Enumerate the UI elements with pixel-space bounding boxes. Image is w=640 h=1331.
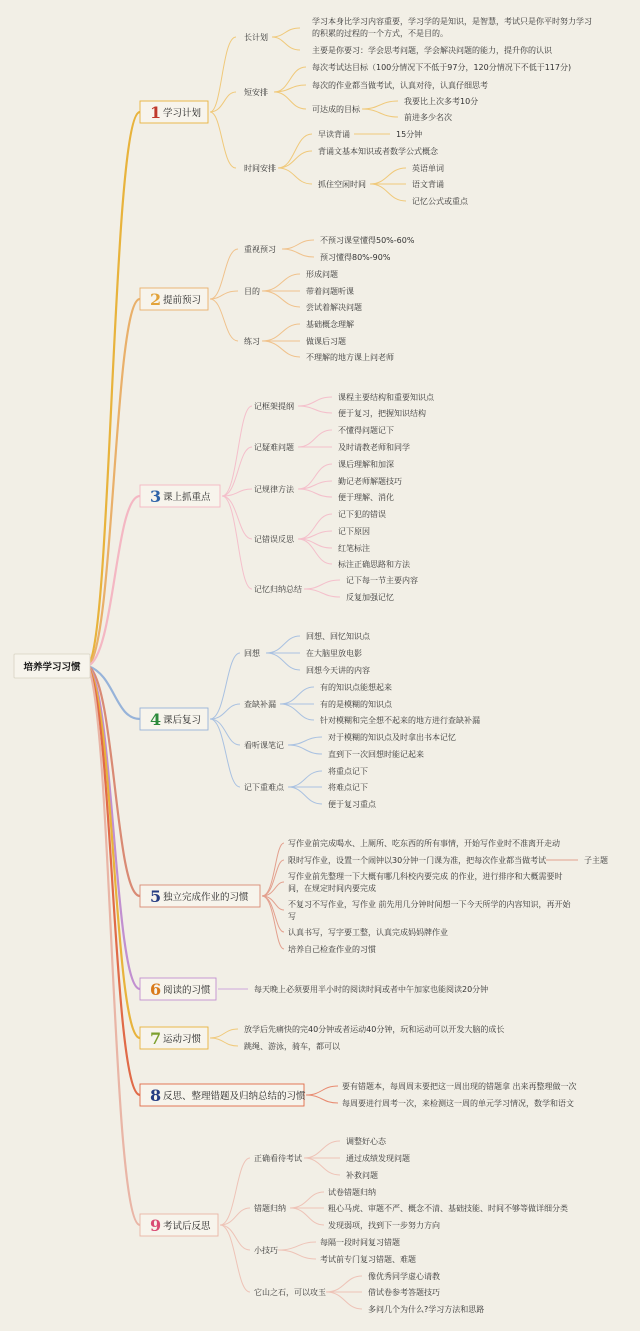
s1-long-plan-line1: 学习本身比学习内容重要，学习学的是知识，是智慧，考试只是你平时努力学习 xyxy=(312,17,592,26)
s9-line11: 多问几个为什么?学习方法和思路 xyxy=(368,1305,485,1314)
section-4-number: 4 xyxy=(150,710,162,729)
section-4 xyxy=(210,636,322,804)
s1-recite: 背诵文基本知识或者数学公式概念 xyxy=(318,147,438,156)
s1-goal-a: 我要比上次多考10分 xyxy=(404,97,479,106)
s3-line9: 记下原因 xyxy=(338,527,370,536)
section-6-number: 6 xyxy=(150,980,162,999)
s3-line3: 不懂得问题记下 xyxy=(338,426,394,435)
root-label: 培养学习习惯 xyxy=(23,662,81,673)
s9-sub-learn-others[interactable]: 它山之石，可以攻玉 xyxy=(254,1288,326,1297)
s1-sub-time[interactable]: 时间安排 xyxy=(244,164,276,173)
s3-sub-methods[interactable]: 记规律方法 xyxy=(254,485,294,494)
s8-line1: 要有错题本，每周周末要把这一周出现的错题拿 出来再整理做一次 xyxy=(342,1082,577,1091)
section-6-label: 阅读的习惯 xyxy=(163,985,211,996)
s3-line4: 及时请教老师和同学 xyxy=(338,443,410,452)
s3-line2: 便于复习，把握知识结构 xyxy=(338,409,426,418)
s5-line5: 认真书写，写字要工整，认真完成妈妈牌作业 xyxy=(288,928,448,937)
s3-sub-difficult[interactable]: 记疑难问题 xyxy=(254,443,294,452)
s9-line10: 借试卷参考答题技巧 xyxy=(368,1288,440,1297)
s6-line1: 每天晚上必须要用半小时的阅读时间或者中午加家也能阅读20分钟 xyxy=(254,985,489,994)
s1-morning-reading[interactable]: 早读背诵 xyxy=(318,130,350,139)
s4-line6: 针对模糊和完全想不起来的地方进行查缺补漏 xyxy=(320,716,480,725)
section-8-label: 反思、整理错题及归纳总结的习惯 xyxy=(163,1091,306,1102)
s4-line2: 在大脑里放电影 xyxy=(306,649,362,658)
s3-line5: 课后理解和加深 xyxy=(338,460,394,469)
section-3 xyxy=(222,397,340,597)
section-3-node[interactable] xyxy=(140,485,220,507)
s1-spare-c: 记忆公式或重点 xyxy=(412,197,468,206)
section-2-node[interactable] xyxy=(140,288,208,310)
s5-line2: 限时写作业，设置一个闹钟以30分钟一门课为准，把每次作业都当做考试 xyxy=(288,856,547,865)
s8-line2: 每周要进行周考一次，来检测这一周的单元学习情况，数学和语文 xyxy=(342,1099,574,1108)
s1-spare-b: 语文背诵 xyxy=(412,180,444,189)
s4-sub-fill-gaps[interactable]: 查缺补漏 xyxy=(244,700,276,709)
s9-line9: 像优秀同学虚心请教 xyxy=(368,1272,440,1281)
s9-line1: 调整好心态 xyxy=(346,1137,386,1146)
section-5-number: 5 xyxy=(150,887,162,906)
section-7-node[interactable] xyxy=(140,1027,208,1049)
s2-line8: 不理解的地方课上问老师 xyxy=(306,353,394,362)
s5-line1: 写作业前完成喝水、上厕所、吃东西的所有事情，开始写作业时不准离开走动 xyxy=(288,839,560,848)
section-4-node[interactable] xyxy=(140,708,208,730)
s3-line7: 便于理解、消化 xyxy=(338,493,394,502)
s3-sub-summary[interactable]: 记忆归纳总结 xyxy=(254,585,302,594)
s2-line2: 预习懂得80%-90% xyxy=(320,253,391,262)
s9-line7: 每隔一段时间复习错题 xyxy=(320,1238,400,1247)
section-3-texts xyxy=(254,392,435,602)
s2-sub-purpose[interactable]: 目的 xyxy=(244,287,260,296)
section-8-node[interactable] xyxy=(140,1084,306,1106)
s5-line4a: 不复习不写作业，写作业 前先用几分钟时间想一下今天所学的内容知识，再开始 xyxy=(288,900,571,909)
s5-line6: 培养自己检查作业的习惯 xyxy=(288,945,376,954)
s4-line7: 对于模糊的知识点及时拿出书本记忆 xyxy=(328,733,456,742)
section-4-label: 课后复习 xyxy=(163,715,202,726)
section-5-node[interactable] xyxy=(140,885,260,907)
s1-spare-a: 英语单词 xyxy=(412,164,444,173)
s4-sub-notes[interactable]: 看听课笔记 xyxy=(244,741,284,750)
s9-sub-errors[interactable]: 错题归纳 xyxy=(254,1204,286,1213)
s2-sub-practice[interactable]: 练习 xyxy=(244,337,260,346)
s9-line6: 发现弱项，找到下一步努力方向 xyxy=(328,1221,440,1230)
s1-spare-time[interactable]: 抓住空闲时间 xyxy=(318,180,366,189)
section-7-label: 运动习惯 xyxy=(163,1034,202,1045)
section-9-texts xyxy=(254,1136,568,1314)
s3-line10: 红笔标注 xyxy=(338,544,370,553)
s4-line3: 回想今天讲的内容 xyxy=(306,666,370,675)
section-2 xyxy=(210,240,314,357)
root-node[interactable] xyxy=(14,654,90,678)
s9-line4: 试卷错题归纳 xyxy=(328,1188,376,1197)
s2-line7: 做课后习题 xyxy=(306,337,346,346)
s4-line1: 回想、回忆知识点 xyxy=(306,632,370,641)
section-2-texts xyxy=(244,235,415,362)
s9-sub-attitude[interactable]: 正确看待考试 xyxy=(254,1154,302,1163)
s3-sub-outline[interactable]: 记框架提纲 xyxy=(254,402,294,411)
section-1-number: 1 xyxy=(150,103,162,122)
s5-line3a: 写作业前先整理一下大概有哪几科校内要完成 的作业，进行排序和大概需要时 xyxy=(288,872,563,881)
s2-line4: 带着问题听课 xyxy=(306,287,354,296)
s2-line3: 形成问题 xyxy=(306,270,338,279)
s4-sub-key-points[interactable]: 记下重难点 xyxy=(244,783,284,792)
s3-line11: 标注正确思路和方法 xyxy=(338,560,410,569)
s3-line12: 记下每一节主要内容 xyxy=(346,576,418,585)
s1-sub-short-plan[interactable]: 短安排 xyxy=(244,88,268,97)
section-2-number: 2 xyxy=(150,290,162,309)
s5-subtopic[interactable]: 子主题 xyxy=(584,856,608,865)
s1-goal-b: 前进多少名次 xyxy=(404,113,452,122)
section-1-label: 学习计划 xyxy=(163,108,202,119)
section-7 xyxy=(210,1029,238,1046)
section-9-number: 9 xyxy=(150,1216,162,1235)
s3-line13: 反复加强记忆 xyxy=(346,593,394,602)
section-7-number: 7 xyxy=(150,1029,162,1048)
s4-sub-recall[interactable]: 回想 xyxy=(244,649,260,658)
s7-line1: 放学后先痛快的完40分钟或者运动40分钟，玩和运动可以开发大脑的成长 xyxy=(244,1025,505,1034)
s1-long-plan-line3: 主要是你要习：学会思考问题，学会解决问题的能力，提升你的认识 xyxy=(312,46,552,55)
section-8 xyxy=(306,1086,338,1103)
section-5-texts xyxy=(288,838,608,954)
s9-line3: 补救问题 xyxy=(346,1171,378,1180)
section-9-label: 考试后反思 xyxy=(163,1221,211,1232)
s1-morning-minutes: 15分钟 xyxy=(396,130,423,139)
s4-line11: 便于复习重点 xyxy=(328,800,376,809)
section-5-label: 独立完成作业的习惯 xyxy=(163,892,249,903)
section-8-number: 8 xyxy=(150,1086,162,1105)
s7-line2: 跳绳、游泳，骑车，都可以 xyxy=(244,1042,340,1051)
s4-line5: 有的是模糊的知识点 xyxy=(320,700,392,709)
section-2-label: 提前预习 xyxy=(163,295,202,306)
s1-short-plan-line2: 每次的作业都当做考试，认真对待，认真仔细思考 xyxy=(312,81,488,90)
s1-reachable-goal[interactable]: 可达成的目标 xyxy=(312,105,360,114)
s3-line8: 记下犯的错误 xyxy=(338,510,386,519)
s3-sub-mistakes[interactable]: 记错误反思 xyxy=(254,535,294,544)
section-1-node[interactable] xyxy=(140,101,208,123)
s1-short-plan-line1: 每次考试达目标（100分情况下不低于97分，120分情况下不低于117分) xyxy=(312,63,572,72)
s1-long-plan-line2: 的积累的过程的一个方式，不是目的。 xyxy=(312,29,448,38)
s4-line4: 有的知识点能想起来 xyxy=(320,683,392,692)
s2-line1: 不预习课堂懂得50%-60% xyxy=(320,236,415,245)
s4-line8: 直到下一次回想时能记起来 xyxy=(328,750,424,759)
s5-line4b: 写 xyxy=(288,912,296,921)
s9-sub-tips[interactable]: 小技巧 xyxy=(254,1246,278,1255)
s2-sub-preview[interactable]: 重视预习 xyxy=(244,245,276,254)
s9-line5: 粗心马虎、审题不严、概念不清、基础技能、时间不够等做详细分类 xyxy=(328,1204,568,1213)
s2-line6: 基础概念理解 xyxy=(306,320,354,329)
section-3-number: 3 xyxy=(150,487,162,506)
section-3-label: 课上抓重点 xyxy=(163,492,211,503)
s4-line9: 将重点记下 xyxy=(328,767,368,776)
s5-line3b: 间，在规定时间内要完成 xyxy=(288,884,376,893)
main-branches xyxy=(88,112,140,1225)
s3-line6: 勤记老师解题技巧 xyxy=(338,477,402,486)
section-9-node[interactable] xyxy=(140,1214,218,1236)
s4-line10: 将难点记下 xyxy=(328,783,368,792)
s2-line5: 尝试着解决问题 xyxy=(306,303,362,312)
section-6-node[interactable] xyxy=(140,978,216,1000)
s9-line8: 考试前专门复习错题、难题 xyxy=(320,1255,416,1264)
s3-line1: 课程主要结构和重要知识点 xyxy=(338,393,434,402)
s1-sub-long-plan[interactable]: 长计划 xyxy=(244,33,268,42)
s9-line2: 通过成绩发现问题 xyxy=(346,1154,410,1163)
